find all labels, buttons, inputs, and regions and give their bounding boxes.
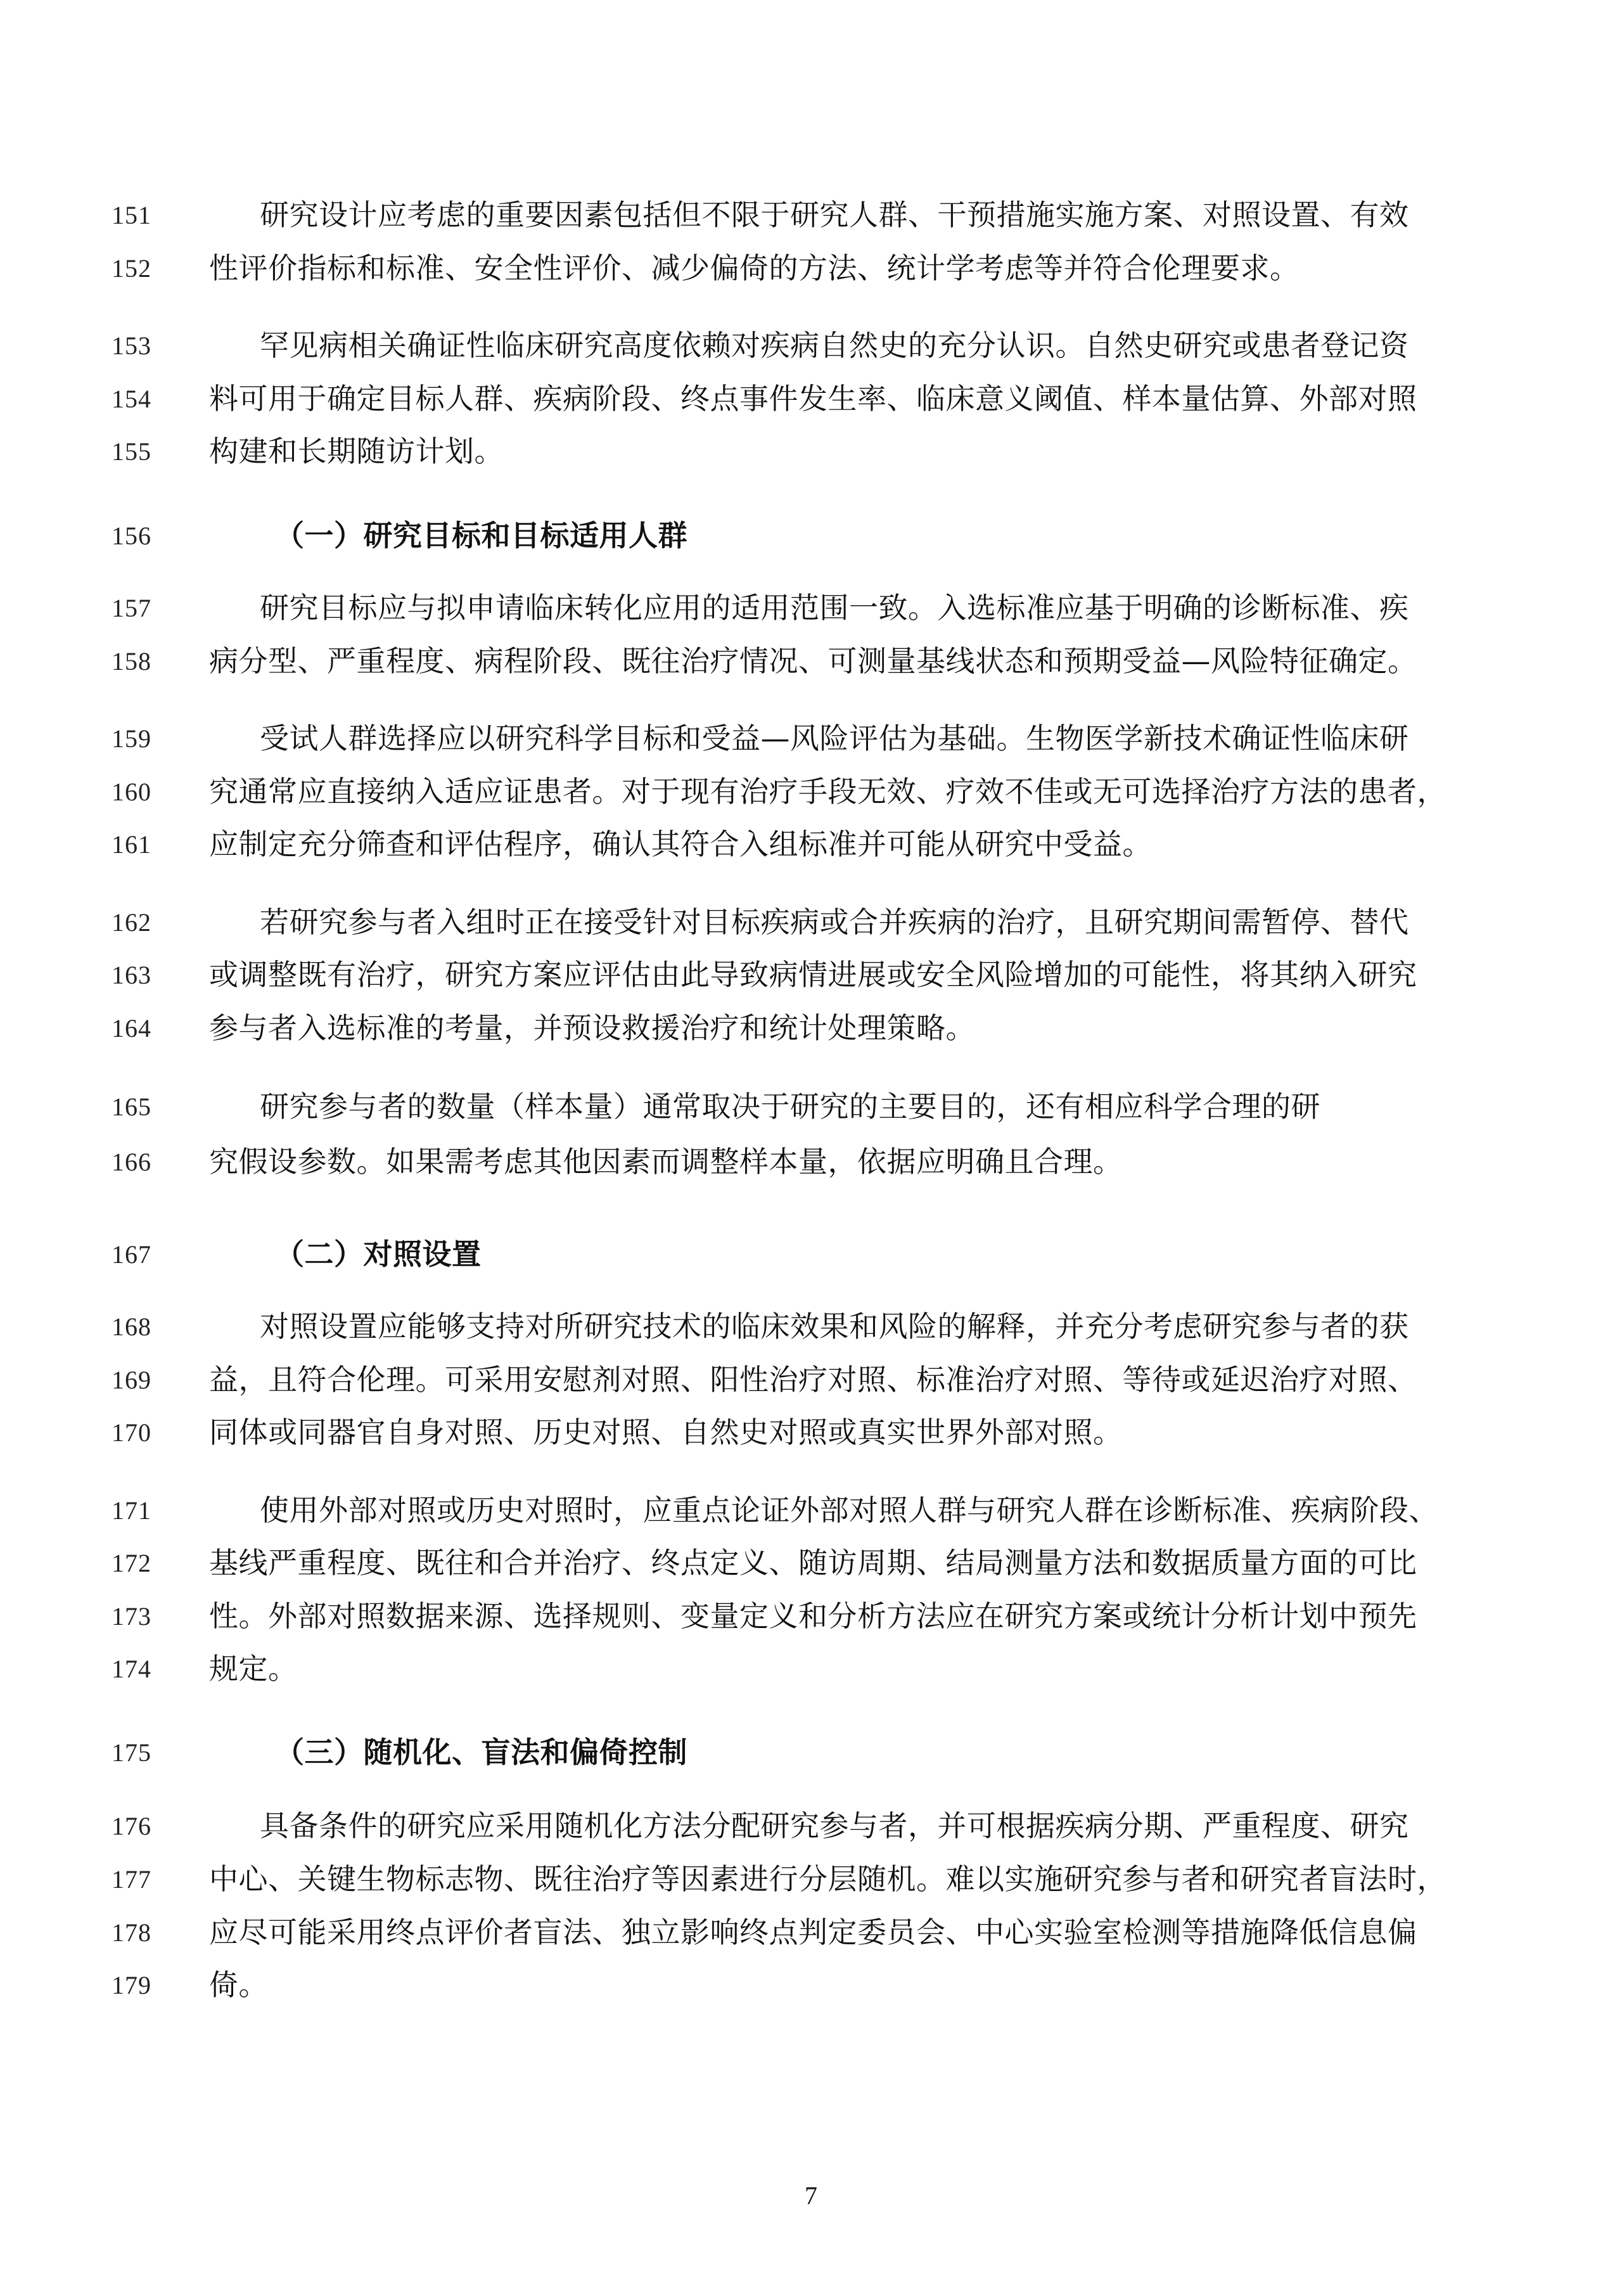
line-text: 应尽可能采用终点评价者盲法、独立影响终点判定委员会、中心实验室检测等措施降低信息偏 [209,1915,1417,1949]
line-number: 157 [112,594,151,622]
line-text: 性。外部对照数据来源、选择规则、变量定义和分析方法应在研究方案或统计分析计划中预先 [209,1599,1417,1633]
text-line [0,1302,1622,1352]
line-number: 153 [112,331,151,360]
text-line [0,1485,1622,1536]
text-line [0,1408,1622,1458]
line-number: 170 [112,1418,151,1447]
section-heading-line [0,1229,1622,1280]
line-text: 或调整既有治疗，研究方案应评估由此导致病情进展或安全风险增加的可能性，将其纳入研究 [209,958,1417,992]
line-text: 应制定充分筛查和评估程序，确认其符合入组标准并可能从研究中受益。 [209,827,1152,861]
line-text: 究通常应直接纳入适应证患者。对于现有治疗手段无效、疗效不佳或无可选择治疗方法的患者， [209,774,1446,809]
line-number: 163 [112,961,151,989]
line-text: 规定。 [209,1651,298,1686]
text-line [0,1960,1622,2011]
line-number: 162 [112,908,151,937]
text-line [0,1644,1622,1695]
line-number: 156 [112,522,151,550]
line-text: 性评价指标和标准、安全性评价、减少偏倚的方法、统计学考虑等并符合伦理要求。 [209,251,1300,285]
text-line [0,819,1622,870]
line-text: 若研究参与者入组时正在接受针对目标疾病或合并疾病的治疗，且研究期间需暂停、替代 [260,905,1409,939]
line-number: 176 [112,1812,151,1840]
line-number: 174 [112,1655,151,1683]
page-number: 7 [805,2181,817,2210]
line-number: 158 [112,647,151,676]
line-text: 究假设参数。如果需考虑其他因素而调整样本量，依据应明确且合理。 [209,1145,1123,1179]
line-text: 研究设计应考虑的重要因素包括但不限于研究人群、干预措施实施方案、对照设置、有效 [260,198,1409,232]
text-line [0,767,1622,818]
line-number: 169 [112,1366,151,1394]
text-line [0,190,1622,241]
line-number: 178 [112,1918,151,1947]
line-number: 177 [112,1865,151,1894]
text-line [0,321,1622,371]
text-line [0,243,1622,294]
line-number: 173 [112,1602,151,1631]
line-number: 172 [112,1549,151,1577]
line-number: 166 [112,1148,151,1176]
line-number: 154 [112,385,151,413]
text-line [0,1355,1622,1406]
text-line [0,714,1622,764]
line-number: 175 [112,1738,151,1767]
line-number: 161 [112,830,151,859]
line-text: 基线严重程度、既往和合并治疗、终点定义、随访周期、结局测量方法和数据质量方面的可比 [209,1546,1417,1580]
line-text: 构建和长期随访计划。 [209,434,504,468]
line-text: 病分型、严重程度、病程阶段、既往治疗情况、可测量基线状态和预期受益—风险特征确定。 [209,644,1417,678]
line-number: 159 [112,724,151,753]
line-text: 益，且符合伦理。可采用安慰剂对照、阳性治疗对照、标准治疗对照、等待或延迟治疗对照、 [209,1363,1417,1397]
text-line [0,1854,1622,1905]
text-line [0,1137,1622,1188]
section-heading-line [0,511,1622,561]
section-heading-line [0,1728,1622,1778]
text-line [0,950,1622,1001]
line-text: 受试人群选择应以研究科学目标和受益—风险评估为基础。生物医学新技术确证性临床研 [260,721,1409,755]
text-line [0,1082,1622,1132]
line-text: 参与者入选标准的考量，并预设救援治疗和统计处理策略。 [209,1011,975,1045]
text-line [0,374,1622,425]
line-text: 对照设置应能够支持对所研究技术的临床效果和风险的解释，并充分考虑研究参与者的获 [260,1309,1409,1344]
text-line [0,583,1622,634]
text-line [0,1538,1622,1589]
line-number: 152 [112,254,151,283]
line-text: 研究参与者的数量（样本量）通常取决于研究的主要目的，还有相应科学合理的研 [260,1089,1320,1124]
line-number: 171 [112,1496,151,1525]
line-text: 倚。 [209,1968,268,2002]
line-text: 同体或同器官自身对照、历史对照、自然史对照或真实世界外部对照。 [209,1415,1123,1449]
line-number: 167 [112,1240,151,1269]
section-heading: （一）研究目标和目标适用人群 [275,518,687,553]
text-line [0,636,1622,687]
section-heading: （三）随机化、盲法和偏倚控制 [275,1735,687,1769]
line-text: 罕见病相关确证性临床研究高度依赖对疾病自然史的充分认识。自然史研究或患者登记资 [260,328,1409,362]
text-line [0,426,1622,477]
line-text: 使用外部对照或历史对照时，应重点论证外部对照人群与研究人群在诊断标准、疾病阶段、 [260,1493,1438,1527]
text-line [0,1801,1622,1852]
line-number: 165 [112,1093,151,1121]
line-text: 料可用于确定目标人群、疾病阶段、终点事件发生率、临床意义阈值、样本量估算、外部对照 [209,382,1417,416]
line-text: 中心、关键生物标志物、既往治疗等因素进行分层随机。难以实施研究参与者和研究者盲法时， [209,1862,1446,1896]
section-heading: （二）对照设置 [275,1237,482,1271]
line-number: 155 [112,437,151,466]
line-number: 160 [112,778,151,806]
line-number: 151 [112,201,151,229]
line-text: 研究目标应与拟申请临床转化应用的适用范围一致。入选标准应基于明确的诊断标准、疾 [260,591,1409,625]
text-line [0,1908,1622,1958]
line-number: 168 [112,1312,151,1341]
text-line [0,897,1622,948]
text-line [0,1003,1622,1054]
line-number: 164 [112,1014,151,1042]
line-number: 179 [112,1971,151,1999]
line-text: 具备条件的研究应采用随机化方法分配研究参与者，并可根据疾病分期、严重程度、研究 [260,1809,1409,1843]
text-line [0,1591,1622,1642]
